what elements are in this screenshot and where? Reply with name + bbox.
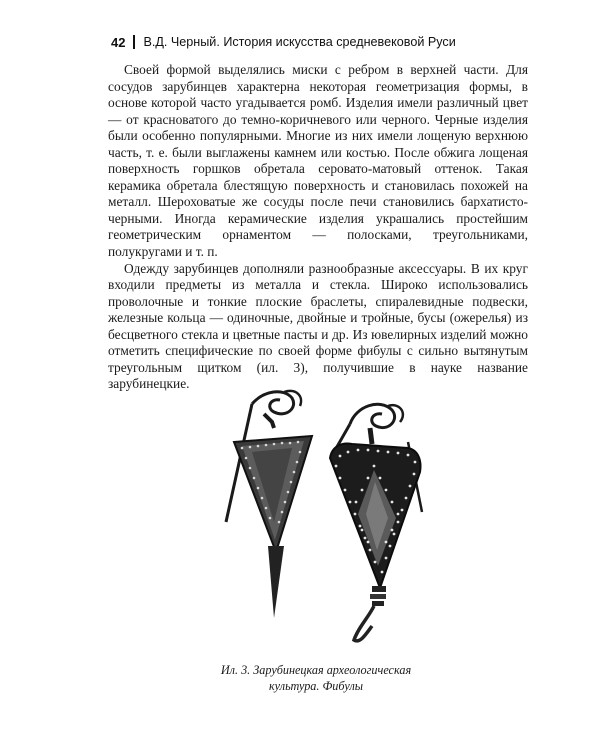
paragraph-1: Своей формой выделялись миски с ребром в верхней части. Для сосудов зарубинцев характерна некоторая геометризация формы, в основе которой часто угадывается ромб. Изделия имели различный цвет — от красноватого до темно-коричневого или черного. Черные изделия были особенно популярными. Многие из них имели лощеную верхнюю часть, т. е. были выглажены камнем или костью. После обжига лощеная поверхность горшков обретала серовато-матовый оттенок. Такая керамика обретала блестящую поверхность и становилась похожей на металл. Шероховатые же сосуды после печи становились бархатисто-черными. Иногда керамические изделия украшались простейшим геометрическим орнаментом — полосками, треугольниками, полукругами и т. п. (108, 62, 528, 260)
fibula-left-image (226, 391, 312, 618)
running-title: В.Д. Черный. История искусства средневековой Руси (143, 35, 456, 49)
page-number: 42 (111, 34, 126, 50)
figure-caption (186, 662, 446, 694)
figure-fibulae (212, 382, 442, 654)
running-header (111, 32, 551, 52)
caption-line-1: Ил. 3. Зарубинецкая археологическая (220, 663, 412, 677)
header-divider (133, 35, 135, 49)
fibula-right-image (330, 404, 422, 641)
fibulae-illustration (212, 382, 442, 654)
paragraph-2: Одежду зарубинцев дополняли разнообразные аксессуары. В их круг входили предметы из металла и стекла. Широко использовались проволочные и тонкие плоские браслеты, спиралевидные подвески, железные кольца — одиночные, двойные и тройные, бусы (ожерелья) из бесцветного стекла и цветные пасты и др. Из ювелирных изделий можно отметить специфические по своей форме фибулы с сильно вытянутым треугольным щитком (ил. 3), получившие в науке название зарубинецкие. (108, 260, 528, 392)
caption-line-2: культура. Фибулы (268, 679, 364, 693)
body-text (108, 62, 528, 393)
